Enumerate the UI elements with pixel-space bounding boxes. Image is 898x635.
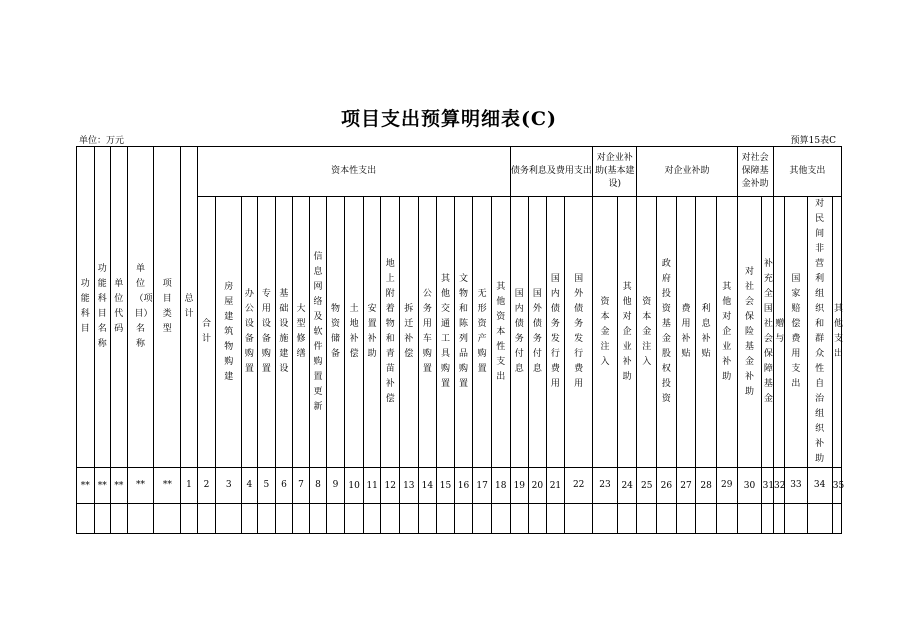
sub-header-19: 国外债务付息 [529, 197, 547, 468]
col-header-2: 功能科目名称 [94, 147, 111, 468]
sub-header-31: 赠与 [773, 197, 784, 468]
table-cell [94, 504, 111, 534]
table-cell: 33 [785, 468, 808, 504]
table-cell [491, 504, 510, 534]
group-capital: 资本性支出 [197, 147, 510, 197]
table-cell [529, 504, 547, 534]
sub-header-10: 安置补助 [363, 197, 381, 468]
table-cell: ** [111, 468, 128, 504]
table-cell: 10 [345, 468, 364, 504]
sub-header-22: 资本金注入 [593, 197, 618, 468]
table-cell: 26 [657, 468, 677, 504]
table-cell [762, 504, 773, 534]
table-cell: 25 [637, 468, 657, 504]
table-cell [292, 504, 310, 534]
table-cell [773, 504, 784, 534]
table-cell: 35 [832, 468, 841, 504]
sub-header-34: 其他支出 [832, 197, 841, 468]
table-cell [676, 504, 696, 534]
table-cell: 8 [310, 468, 327, 504]
table-cell: 27 [676, 468, 696, 504]
sub-header-24: 资本金注入 [637, 197, 657, 468]
table-cell: 17 [473, 468, 492, 504]
sub-header-12: 拆迁补偿 [400, 197, 419, 468]
table-cell [807, 504, 832, 534]
table-cell [400, 504, 419, 534]
table-cell [657, 504, 677, 534]
table-cell [716, 504, 737, 534]
table-cell [363, 504, 381, 534]
sub-header-23: 其他对企业补助 [617, 197, 637, 468]
group-other: 其他支出 [773, 147, 841, 197]
table-cell [637, 504, 657, 534]
sub-header-25: 政府投资基金股权投资 [657, 197, 677, 468]
table-cell: 19 [510, 468, 529, 504]
table-cell [473, 504, 492, 534]
sub-header-14: 其他交通工具购置 [437, 197, 455, 468]
sub-header-5: 基础设施建设 [276, 197, 293, 468]
table-cell [454, 504, 473, 534]
table-cell [593, 504, 618, 534]
table-cell: 23 [593, 468, 618, 504]
col-header-5: 项目类型 [154, 147, 181, 468]
table-cell: 6 [276, 468, 293, 504]
table-cell [197, 504, 216, 534]
unit-label: 单位：万元 [79, 136, 125, 146]
sub-header-32: 国家赔偿费用支出 [785, 197, 808, 468]
table-cell: 29 [716, 468, 737, 504]
sub-header-13: 公务用车购置 [418, 197, 437, 468]
table-cell: 18 [491, 468, 510, 504]
table-cell: 14 [418, 468, 437, 504]
sub-header-4: 专用设备购置 [257, 197, 276, 468]
sub-header-27: 利息补贴 [696, 197, 717, 468]
group-enterprise-basic: 对企业补助(基本建设) [593, 147, 637, 197]
table-cell [310, 504, 327, 534]
group-enterprise: 对企业补助 [637, 147, 737, 197]
sub-header-21: 国外债务发行费用 [565, 197, 593, 468]
table-cell: ** [127, 468, 154, 504]
table-cell: 5 [257, 468, 276, 504]
sub-header-20: 国内债务发行费用 [546, 197, 565, 468]
sub-header-9: 土地补偿 [345, 197, 364, 468]
table-cell: 32 [773, 468, 784, 504]
table-cell [617, 504, 637, 534]
table-cell: 16 [454, 468, 473, 504]
table-cell [437, 504, 455, 534]
table-cell: 30 [737, 468, 762, 504]
table-cell: 4 [242, 468, 257, 504]
table-cell [127, 504, 154, 534]
table-cell: 11 [363, 468, 381, 504]
table-cell: 13 [400, 468, 419, 504]
table-cell: 31 [762, 468, 773, 504]
table-cell: ** [154, 468, 181, 504]
table-cell: 20 [529, 468, 547, 504]
table-cell: 9 [326, 468, 345, 504]
table-cell [381, 504, 400, 534]
table-row-empty [77, 504, 842, 534]
col-header-1: 功能科目 [77, 147, 95, 468]
table-cell [737, 504, 762, 534]
table-cell: 34 [807, 468, 832, 504]
form-code: 预算15表C [790, 136, 836, 146]
sub-header-18: 国内债务付息 [510, 197, 529, 468]
table-cell [565, 504, 593, 534]
table-cell: 15 [437, 468, 455, 504]
sub-header-15: 文物和陈列品购置 [454, 197, 473, 468]
table-cell: 22 [565, 468, 593, 504]
col-header-4: 单位（项目）名称 [127, 147, 154, 468]
sub-header-28: 其他对企业补助 [716, 197, 737, 468]
table-cell [276, 504, 293, 534]
page-title: 项目支出预算明细表(C) [340, 108, 558, 130]
table-cell: 1 [181, 468, 198, 504]
table-cell [510, 504, 529, 534]
sub-header-26: 费用补贴 [676, 197, 696, 468]
table-cell [696, 504, 717, 534]
col-header-6: 总计 [181, 147, 198, 468]
col-header-3: 单位代码 [111, 147, 128, 468]
table-cell [154, 504, 181, 534]
group-debt: 债务利息及费用支出 [510, 147, 593, 197]
sub-header-29: 对社会保险基金补助 [737, 197, 762, 468]
table-cell: 24 [617, 468, 637, 504]
group-social-security: 对社会保障基金补助 [737, 147, 773, 197]
table-row [77, 468, 842, 504]
table-cell: 21 [546, 468, 565, 504]
sub-header-33: 对民间非营利组织和群众性自治组织补助 [807, 197, 832, 468]
table-cell [181, 504, 198, 534]
sub-header-3: 办公设备购置 [242, 197, 257, 468]
table-cell [216, 504, 242, 534]
table-cell [326, 504, 345, 534]
table-cell [257, 504, 276, 534]
sub-header-8: 物资储备 [326, 197, 345, 468]
sub-header-11: 地上附着物和青苗补偿 [381, 197, 400, 468]
table-cell [111, 504, 128, 534]
table-cell: 12 [381, 468, 400, 504]
sub-header-30: 补充全国社会保障基金 [762, 197, 773, 468]
sub-header-2: 房屋建筑物购建 [216, 197, 242, 468]
table-cell [242, 504, 257, 534]
table-cell [546, 504, 565, 534]
sub-header-16: 无形资产购置 [473, 197, 492, 468]
table-cell: ** [77, 468, 95, 504]
table-cell [418, 504, 437, 534]
sub-header-7: 信息网络及软件购置更新 [310, 197, 327, 468]
sub-header-17: 其他资本性支出 [491, 197, 510, 468]
budget-table [76, 146, 845, 534]
table-cell: 3 [216, 468, 242, 504]
header-row-groups [77, 147, 842, 197]
table-cell: 28 [696, 468, 717, 504]
sub-header-6: 大型修缮 [292, 197, 310, 468]
table-cell: 7 [292, 468, 310, 504]
table-cell [345, 504, 364, 534]
table-cell: ** [94, 468, 111, 504]
sub-header-1: 合计 [197, 197, 216, 468]
table-cell [77, 504, 95, 534]
table-cell [832, 504, 841, 534]
table-cell: 2 [197, 468, 216, 504]
table-cell [785, 504, 808, 534]
